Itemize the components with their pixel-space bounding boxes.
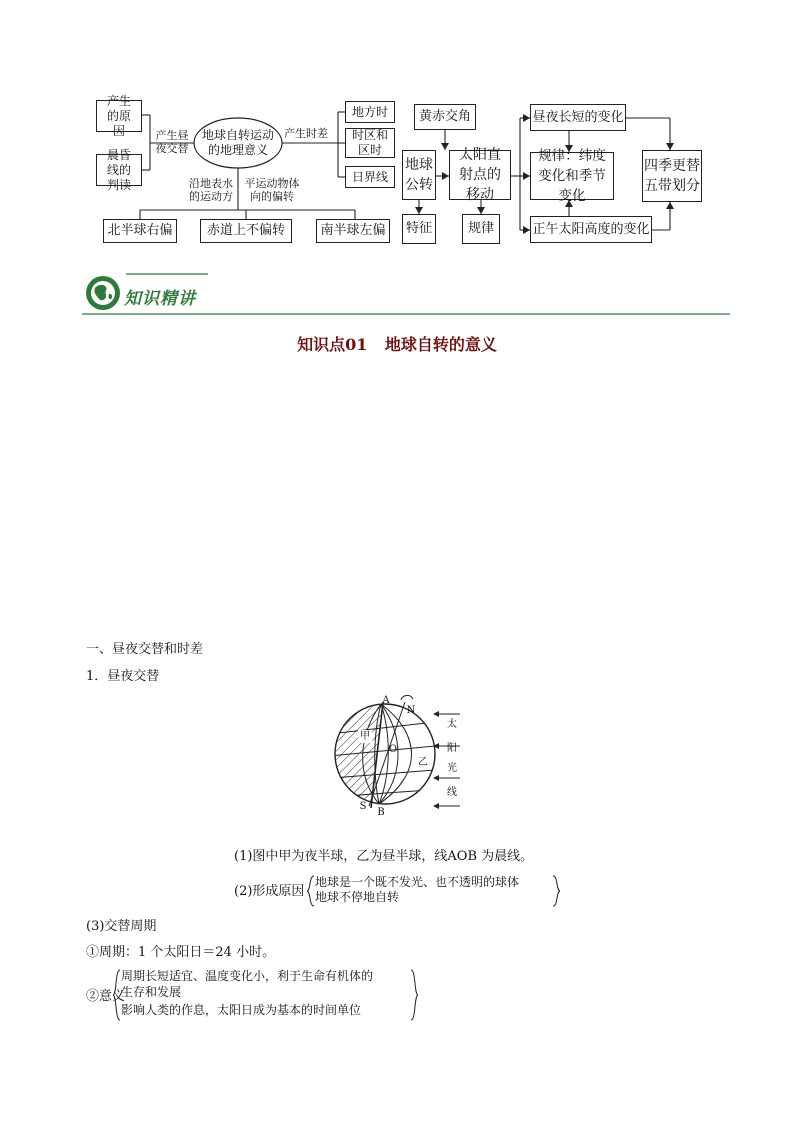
- section-number: 知识点01: [297, 335, 368, 354]
- label-yi: 乙: [418, 757, 428, 768]
- cause-box: 产生的原因: [96, 100, 142, 132]
- point-n: N: [406, 705, 416, 716]
- deflection-label-a: 沿地表水的运动方: [189, 177, 233, 203]
- meaning-label: ②意义: [86, 989, 126, 1004]
- section-title: [0, 332, 794, 355]
- date-line-box: 日界线: [345, 166, 395, 188]
- label-jia: 甲: [360, 731, 370, 742]
- point-o: O: [388, 744, 398, 755]
- section-name: 地球自转的意义: [384, 335, 497, 354]
- terminator-box: 晨昏线的判读: [96, 154, 142, 186]
- features-box: 特征: [402, 214, 436, 244]
- equator-box: 赤道上不偏转: [200, 219, 292, 243]
- cause-line-1: 地球是一个既不发光、也不透明的球体: [315, 875, 520, 889]
- day-night-label: 产生昼夜交替: [155, 129, 189, 155]
- period-text: ①周期：1 个太阳日＝24 小时。: [86, 945, 276, 960]
- zone-time-box: 时区和区时: [345, 128, 395, 158]
- point-s: S: [359, 801, 367, 812]
- period-heading: (3)交替周期: [86, 919, 157, 934]
- revolution-box: 地球公转: [402, 150, 436, 200]
- point-a: A: [382, 695, 390, 706]
- day-length-box: 昼夜长短的变化: [530, 104, 626, 131]
- sunlight-char-4: 线: [447, 787, 457, 798]
- day-night-figure: [325, 694, 475, 818]
- heading-day-night: 1．昼夜交替: [86, 669, 160, 684]
- point-b: B: [377, 807, 385, 818]
- sunlight-char-3: 光: [447, 763, 457, 774]
- time-diff-label: 产生时差: [284, 127, 328, 140]
- rotation-center-ellipse: 地球自转运动的地理意义: [201, 128, 274, 157]
- deflection-label-b: 平运动物体向的偏转: [244, 177, 300, 203]
- cause-label: (2)形成原因: [234, 884, 305, 899]
- sunlight-char-1: 太: [447, 719, 457, 730]
- south-hemisphere-box: 南半球左偏: [316, 219, 390, 243]
- meaning-line-1: 周期长短适宜、温度变化小，利于生命有机体的: [121, 969, 374, 983]
- obliquity-box: 黄赤交角: [414, 104, 476, 130]
- cause-line-2: 地球不停地自转: [315, 890, 400, 904]
- subsolar-box: 太阳直射点的移动: [449, 150, 511, 200]
- noon-angle-box: 正午太阳高度的变化: [530, 216, 652, 243]
- local-time-box: 地方时: [345, 101, 395, 123]
- north-hemisphere-box: 北半球右偏: [103, 219, 177, 243]
- sunlight-char-2: 阳: [447, 743, 457, 754]
- banner-title: 知识精讲: [124, 289, 196, 309]
- heading-day-night-time: 一、昼夜交替和时差: [86, 642, 204, 657]
- pattern-box: 规律: [462, 214, 500, 244]
- seasons-box: 四季更替五带划分: [642, 150, 702, 202]
- meaning-line-2: 生存和发展: [121, 985, 182, 999]
- rule-box: 规律：纬度变化和季节变化: [530, 152, 614, 200]
- meaning-line-3: 影响人类的作息，太阳日成为基本的时间单位: [121, 1003, 362, 1017]
- figure-explanation: (1)图中甲为夜半球，乙为昼半球，线AOB 为晨线。: [234, 849, 534, 864]
